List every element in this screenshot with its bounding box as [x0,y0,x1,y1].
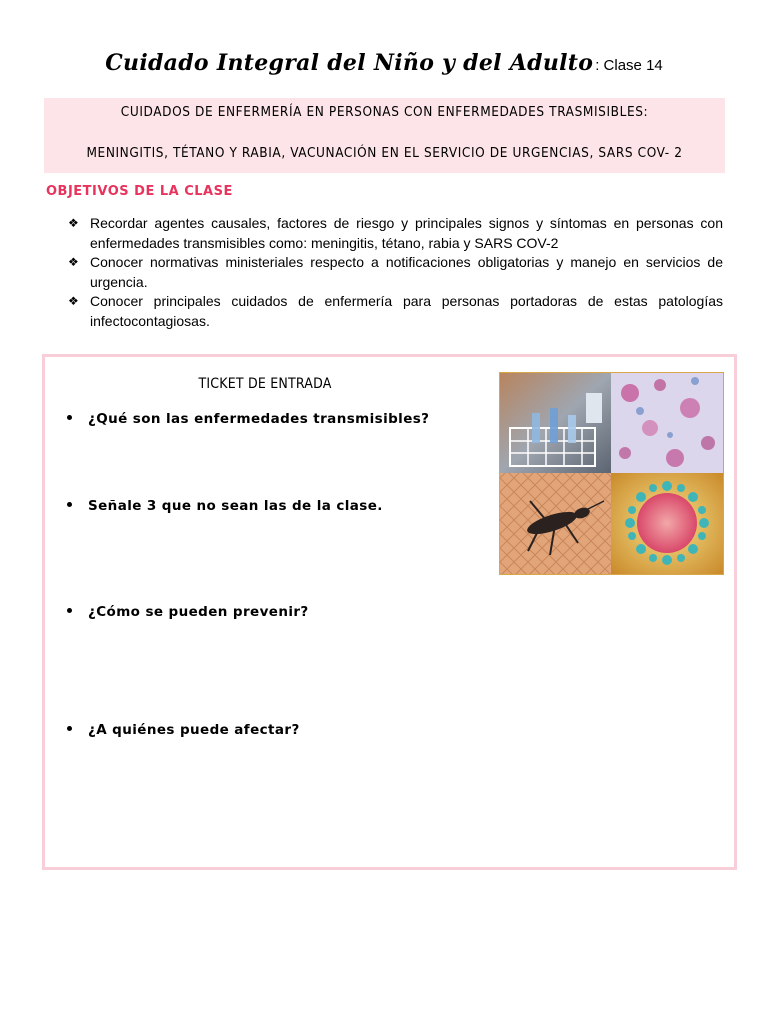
bullet-icon [67,415,72,420]
document-title [0,50,768,76]
bullet-icon [67,608,72,613]
course-title: Cuidado Integral del Niño y del Adulto [105,50,594,76]
objectives-list [68,214,723,331]
disease-image-collage [499,372,724,575]
bullet-icon [67,726,72,731]
virus-image [611,473,723,574]
objective-item [68,292,723,331]
bullet-icon [67,502,72,507]
stained-cells-image [611,373,723,473]
question-text: ¿Cómo se pueden prevenir? [88,604,309,620]
question-text: Señale 3 que no sean las de la clase. [88,498,383,514]
ticket-question [67,604,309,620]
entry-ticket-box [42,354,737,870]
objective-text: Conocer normativas ministeriales respecto a notificaciones obligatorias y manejo en servicios de urgencia. [90,254,723,290]
question-text: ¿Qué son las enfermedades transmisibles? [88,411,430,427]
class-number: : Clase 14 [595,57,663,74]
diamond-bullet-icon: ❖ [68,216,79,230]
question-text: ¿A quiénes puede afectar? [88,722,300,738]
objectives-heading: OBJETIVOS DE LA CLASE [46,184,233,199]
objective-text: Recordar agentes causales, factores de riesgo y principales signos y síntomas en personas con enfermedades transmisibles como: meningitis, tétano, rabia y SARS COV-2 [90,215,723,251]
objective-item [68,214,723,253]
topic-banner [44,98,725,173]
ticket-question [67,722,300,738]
objective-item [68,253,723,292]
diamond-bullet-icon: ❖ [68,255,79,269]
objective-text: Conocer principales cuidados de enfermería para personas portadoras de estas patologías infectocontagiosas. [90,293,723,329]
ticket-question [67,411,429,427]
ticket-question [67,498,383,514]
ticket-title: TICKET DE ENTRADA [198,376,332,392]
banner-line-1: CUIDADOS DE ENFERMERÍA EN PERSONAS CON ENFERMEDADES TRASMISIBLES: [120,104,649,120]
insect-image [500,473,611,574]
diamond-bullet-icon: ❖ [68,294,79,308]
lab-tubes-image [500,373,611,473]
banner-line-2: MENINGITIS, TÉTANO Y RABIA, VACUNACIÓN EN EL SERVICIO DE URGENCIAS, SARS COV- 2 [86,145,683,161]
